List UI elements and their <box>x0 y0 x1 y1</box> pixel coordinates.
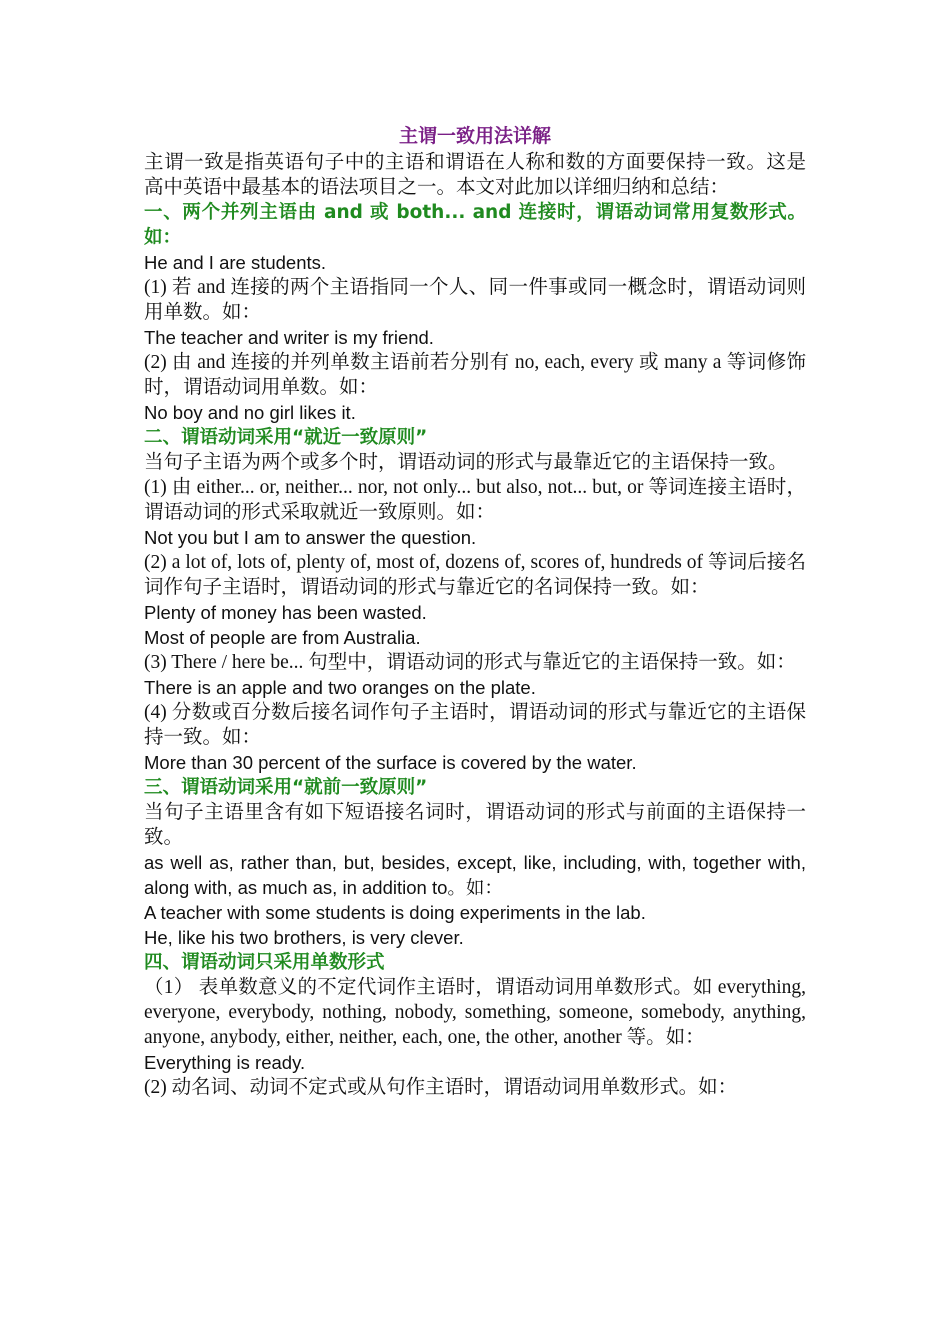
section-4-item-2: (2) 动名词、动词不定式或从句作主语时，谓语动词用单数形式。如： <box>144 1077 738 1098</box>
section-2-item-3: (3) There / here be... 句型中，谓语动词的形式与靠近它的主语保持一致。如： <box>144 652 796 673</box>
intro-paragraph: 主谓一致是指英语句子中的主语和谓语在人称和数的方面要保持一致。这是高中英语中最基本的语法项目之一。本文对此加以详细归纳和总结： <box>144 152 806 198</box>
section-2-item-2: (2) a lot of, lots of, plenty of, most of, dozens of, scores of, hundreds of 等词后接名词作句子主语时，谓语动词的形式与靠近它的名词保持一致。如： <box>144 552 806 598</box>
section-1-example: He and I are students. <box>144 252 327 273</box>
section-2-item-4-example: More than 30 percent of the surface is covered by the water. <box>144 752 637 773</box>
section-1-heading: 一、两个并列主语由 and 或 both... and 连接时，谓语动词常用复数形式。如： <box>144 202 806 248</box>
section-2-item-2-example-2: Most of people are from Australia. <box>144 627 421 648</box>
section-2-item-1-example: Not you but I am to answer the question. <box>144 527 477 548</box>
section-2-item-2-example-1: Plenty of money has been wasted. <box>144 602 427 623</box>
section-1-item-2-example: No boy and no girl likes it. <box>144 402 356 423</box>
section-4-heading: 四、谓语动词只采用单数形式 <box>144 952 385 973</box>
section-3-intro: 当句子主语里含有如下短语接名词时，谓语动词的形式与前面的主语保持一致。 <box>144 802 806 848</box>
section-2-heading: 二、谓语动词采用“就近一致原则” <box>144 427 428 448</box>
section-3-example-2: He, like his two brothers, is very clever. <box>144 927 464 948</box>
section-2-intro: 当句子主语为两个或多个时，谓语动词的形式与最靠近它的主语保持一致。 <box>144 452 788 473</box>
section-2-item-1: (1) 由 either... or, neither... nor, not only... but also, not... but, or 等词连接主语时，谓语动词的形式采取就近一致原则。如： <box>144 477 806 523</box>
document-title: 主谓一致用法详解 <box>398 125 551 147</box>
document-page <box>144 122 806 1100</box>
section-1-item-1-example: The teacher and writer is my friend. <box>144 327 434 348</box>
section-3-phrases: as well as, rather than, but, besides, except, like, including, with, together with, along with, as much as, in addition to。如： <box>144 852 806 898</box>
section-2-item-4: (4) 分数或百分数后接名词作句子主语时，谓语动词的形式与靠近它的主语保持一致。如： <box>144 702 806 748</box>
section-3-heading: 三、谓语动词采用“就前一致原则” <box>144 777 428 798</box>
section-4-item-1: （1） 表单数意义的不定代词作主语时，谓语动词用单数形式。如 everything, everyone, everybody, nothing, nobody, something, someone, somebody, anything, anyone, anybody, either, neither, each, one, the other, another 等。如： <box>144 977 806 1048</box>
section-2-item-3-example: There is an apple and two oranges on the plate. <box>144 677 536 698</box>
section-1-item-1: (1) 若 and 连接的两个主语指同一个人、同一件事或同一概念时，谓语动词则用单数。如： <box>144 277 806 323</box>
section-3-example-1: A teacher with some students is doing experiments in the lab. <box>144 902 646 923</box>
section-1-item-2: (2) 由 and 连接的并列单数主语前若分别有 no, each, every 或 many a 等词修饰时，谓语动词用单数。如： <box>144 352 806 398</box>
section-4-item-1-example: Everything is ready. <box>144 1052 306 1073</box>
